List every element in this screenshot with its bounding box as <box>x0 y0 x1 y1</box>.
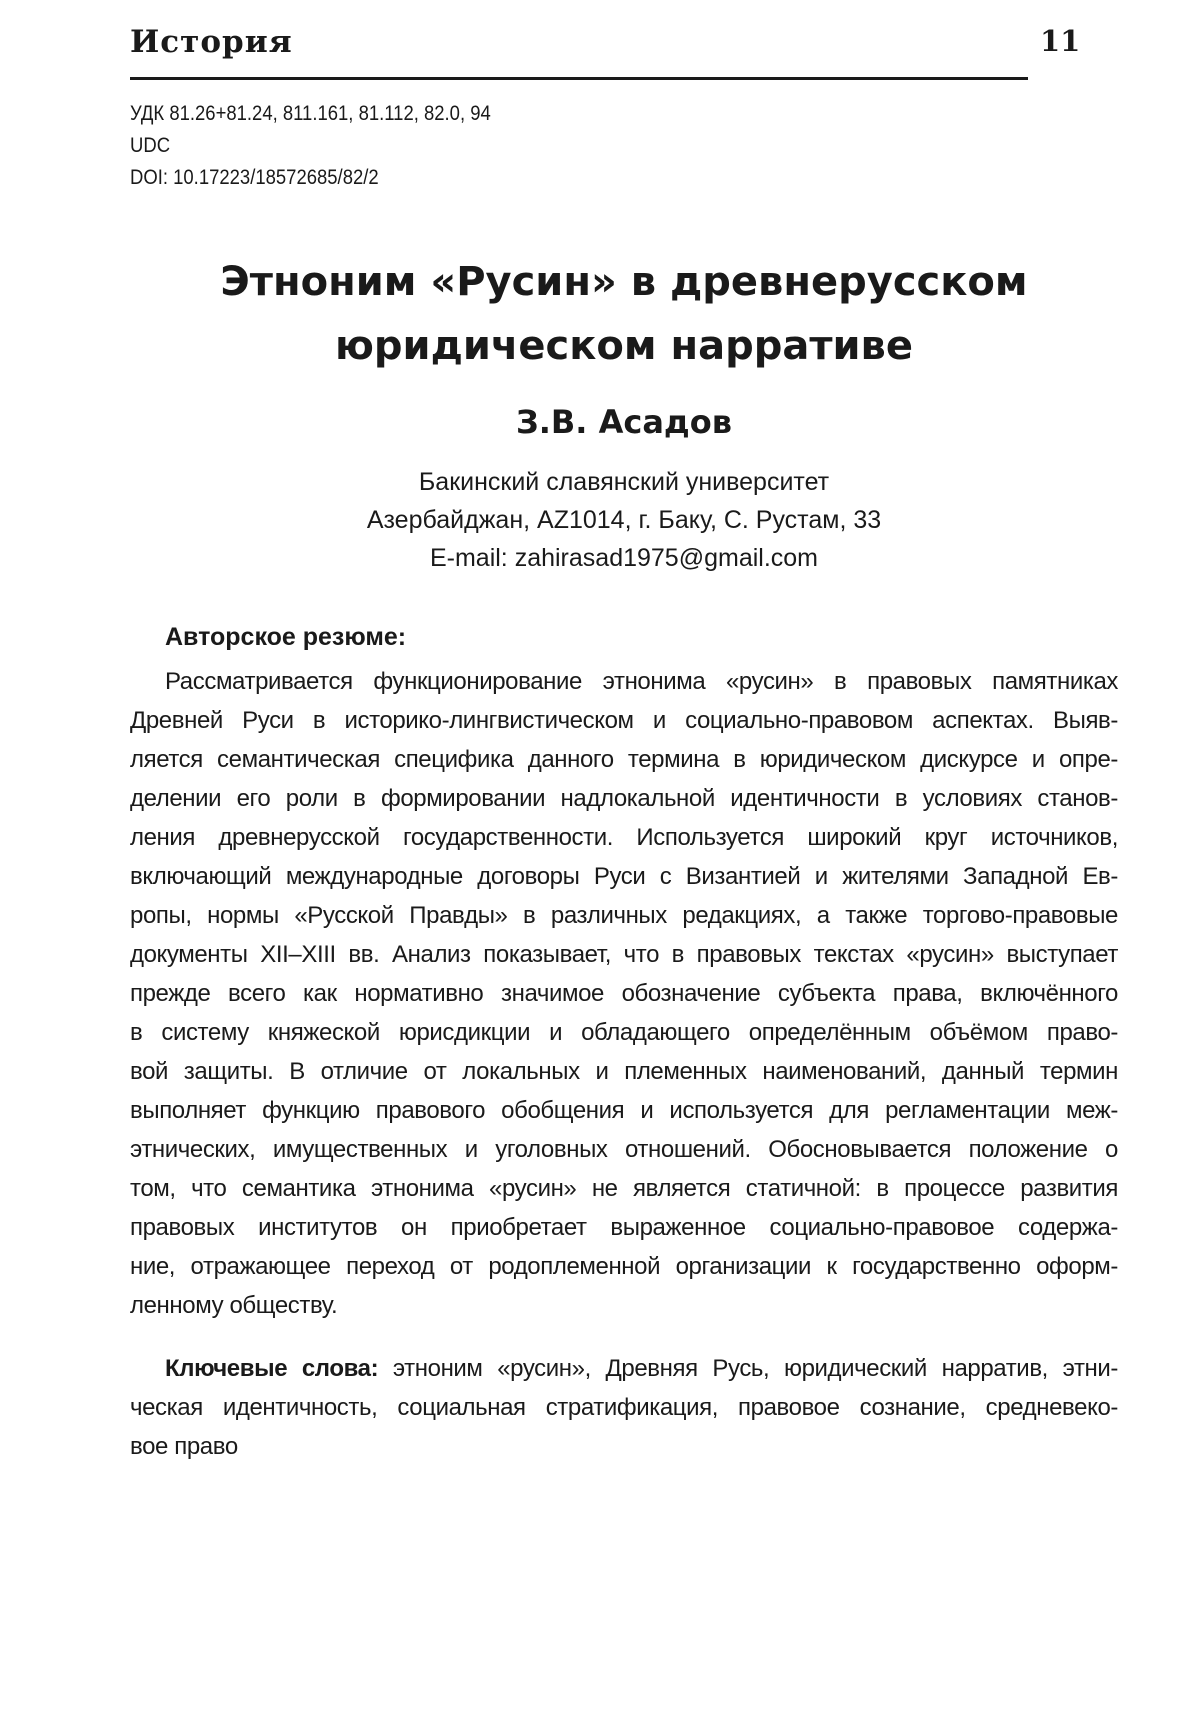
header-rule <box>130 77 1028 80</box>
keywords-line: ческая идентичность, социальная стратификация, правовое сознание, средневеко- <box>130 1394 1118 1421</box>
abstract-line: документы XII–XIII вв. Анализ показывает, что в правовых текстах «русин» выступает <box>130 941 1118 968</box>
abstract-line: делении его роли в формировании надлокальной идентичности в условиях станов- <box>130 785 1118 812</box>
running-head-section: История <box>130 24 293 60</box>
abstract-line: в систему княжеской юрисдикции и обладающего определённым объёмом право- <box>130 1019 1118 1046</box>
abstract-line: ние, отражающее переход от родоплеменной организации к государственно оформ- <box>130 1253 1118 1280</box>
abstract-line: этнических, имущественных и уголовных отношений. Обосновывается положение о <box>130 1136 1118 1163</box>
abstract-line: выполняет функцию правового обобщения и используется для регламентации меж- <box>130 1097 1118 1124</box>
keywords-label: Ключевые слова: <box>165 1355 379 1382</box>
author-name: З.В. Асадов <box>516 403 732 441</box>
udc-en: UDC <box>130 134 171 157</box>
abstract-line: Рассматривается функционирование этнонима «русин» в правовых памятниках <box>165 668 1118 695</box>
keywords-block <box>130 1349 1118 1466</box>
abstract-line: ропы, нормы «Русской Правды» в различных редакциях, а также торгово-правовые <box>130 902 1118 929</box>
abstract-line: прежде всего как нормативно значимое обозначение субъекта права, включённого <box>130 980 1118 1007</box>
abstract-line: ленному обществу. <box>130 1292 338 1319</box>
article-title-line: юридическом нарративе <box>335 323 913 369</box>
abstract-line: правовых институтов он приобретает выраженное социально-правовое содержа- <box>130 1214 1118 1241</box>
page-number: 11 <box>1040 24 1081 58</box>
keywords-line <box>130 1349 1118 1388</box>
article-title <box>130 250 1118 378</box>
article-title-line: Этноним «Русин» в древнерусском <box>220 259 1028 305</box>
abstract-line: вой защиты. В отличие от локальных и племенных наименований, данный термин <box>130 1058 1118 1085</box>
affiliation-address: Азербайджан, AZ1014, г. Баку, С. Рустам, 33 <box>366 506 882 534</box>
article-metadata <box>130 98 658 194</box>
affiliation-university: Бакинский славянский университет <box>418 468 830 496</box>
keywords-text: этноним «русин», Древняя Русь, юридический нарратив, этни- <box>378 1355 1118 1382</box>
udc-ru: УДК 81.26+81.24, 811.161, 81.112, 82.0, 94 <box>130 102 491 125</box>
abstract-line: Древней Руси в историко-лингвистическом и социально-правовом аспектах. Выяв- <box>130 707 1118 734</box>
abstract-line: включающий международные договоры Руси с Византией и жителями Западной Ев- <box>130 863 1118 890</box>
abstract-line: том, что семантика этнонима «русин» не является статичной: в процессе развития <box>130 1175 1118 1202</box>
keywords-line: вое право <box>130 1433 238 1460</box>
affiliation-email: E-mail: zahirasad1975@gmail.com <box>429 544 819 572</box>
doi: DOI: 10.17223/18572685/82/2 <box>130 166 379 189</box>
abstract-heading: Авторское резюме: <box>165 623 407 651</box>
abstract-body <box>130 662 1118 1325</box>
abstract-line: ления древнерусской государственности. Используется широкий круг источников, <box>130 824 1118 851</box>
author-affiliation <box>130 463 1118 577</box>
abstract-line: ляется семантическая специфика данного термина в юридическом дискурсе и опре- <box>130 746 1118 773</box>
